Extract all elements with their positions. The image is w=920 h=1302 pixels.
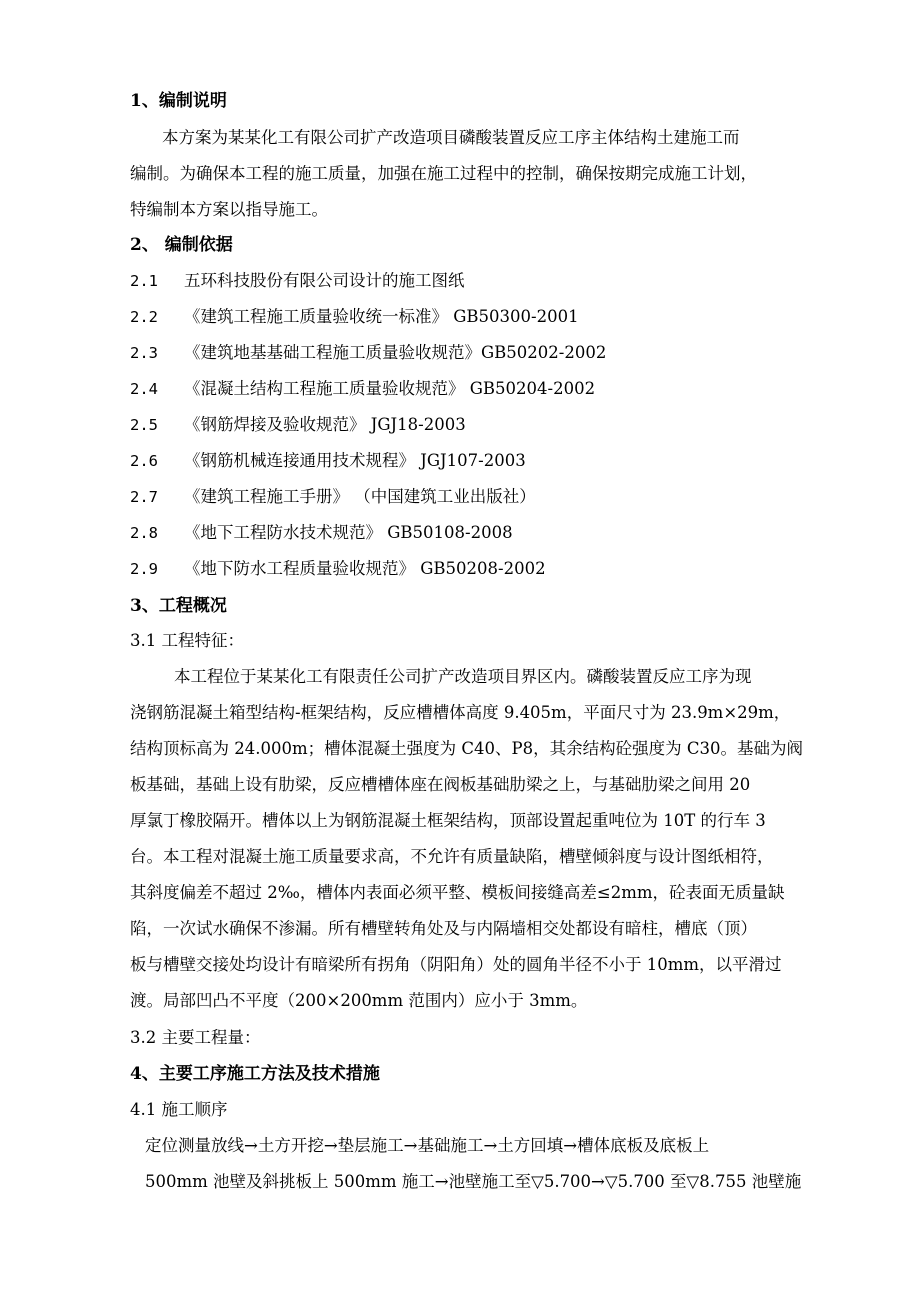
section-heading: 4、主要工序施工方法及技术措施 bbox=[130, 1064, 380, 1084]
reference-number: 2.1 bbox=[130, 272, 158, 290]
paragraph-line: 板与槽壁交接处均设计有暗梁所有拐角（阴阳角）处的圆角半径不小于 10mm，以平滑过 bbox=[130, 955, 782, 974]
reference-text: 《钢筋机械连接通用技术规程》 JGJ107-2003 bbox=[184, 451, 526, 470]
reference-item bbox=[130, 270, 465, 294]
paragraph-line: 500mm 池壁及斜挑板上 500mm 施工→池壁施工至▽5.700→▽5.700 至▽8.755 池壁施 bbox=[145, 1172, 802, 1191]
paragraph-line: 特编制本方案以指导施工。 bbox=[130, 200, 328, 219]
paragraph-line: 编制。为确保本工程的施工质量，加强在施工过程中的控制，确保按期完成施工计划， bbox=[130, 164, 757, 183]
paragraph-line: 台。本工程对混凝土施工质量要求高，不允许有质量缺陷，槽壁倾斜度与设计图纸相符， bbox=[130, 847, 774, 866]
reference-number: 2.5 bbox=[130, 416, 158, 434]
reference-number: 2.4 bbox=[130, 380, 158, 398]
reference-number: 2.9 bbox=[130, 560, 158, 578]
paragraph-line: 板基础，基础上设有肋梁，反应槽槽体座在阀板基础肋梁之上，与基础肋梁之间用 20 bbox=[130, 775, 751, 794]
reference-item bbox=[130, 378, 595, 402]
reference-item bbox=[130, 306, 579, 330]
reference-number: 2.3 bbox=[130, 344, 158, 362]
reference-text: 《地下工程防水技术规范》 GB50108-2008 bbox=[184, 523, 513, 542]
paragraph-line: 厚氯丁橡胶隔开。槽体以上为钢筋混凝土框架结构，顶部设置起重吨位为 10T 的行车 3 bbox=[130, 811, 766, 830]
section-heading: 2、 编制依据 bbox=[130, 235, 233, 255]
reference-item bbox=[130, 342, 606, 366]
subsection-heading: 3.1 工程特征： bbox=[130, 631, 244, 650]
paragraph-line: 陷，一次试水确保不渗漏。所有槽壁转角处及与内隔墙相交处都设有暗柱，槽底（顶） bbox=[130, 919, 757, 938]
reference-number: 2.8 bbox=[130, 524, 158, 542]
reference-text: 五环科技股份有限公司设计的施工图纸 bbox=[184, 271, 465, 290]
subsection-heading: 4.1 施工顺序 bbox=[130, 1100, 228, 1119]
paragraph-line: 浇钢筋混凝土箱型结构-框架结构，反应槽槽体高度 9.405m，平面尺寸为 23.9m×29m， bbox=[130, 703, 791, 722]
reference-text: 《钢筋焊接及验收规范》 JGJ18-2003 bbox=[184, 415, 466, 434]
reference-number: 2.6 bbox=[130, 452, 158, 470]
reference-item bbox=[130, 414, 466, 438]
paragraph-line: 渡。局部凹凸不平度（200×200mm 范围内）应小于 3mm。 bbox=[130, 991, 588, 1010]
reference-number: 2.7 bbox=[130, 488, 158, 506]
reference-text: 《建筑工程施工手册》 （中国建筑工业出版社） bbox=[184, 487, 536, 506]
reference-text: 《建筑工程施工质量验收统一标准》 GB50300-2001 bbox=[184, 307, 579, 326]
reference-text: 《地下防水工程质量验收规范》 GB50208-2002 bbox=[184, 559, 546, 578]
section-heading: 1、编制说明 bbox=[130, 91, 227, 111]
reference-number: 2.2 bbox=[130, 308, 158, 326]
paragraph-line: 其斜度偏差不超过 2‰，槽体内表面必须平整、模板间接缝高差≤2mm，砼表面无质量缺 bbox=[130, 883, 785, 902]
reference-item bbox=[130, 558, 546, 582]
reference-text: 《建筑地基基础工程施工质量验收规范》GB50202-2002 bbox=[184, 343, 607, 362]
paragraph-line: 定位测量放线→土方开挖→垫层施工→基础施工→土方回填→槽体底板及底板上 bbox=[145, 1136, 710, 1155]
reference-item bbox=[130, 522, 513, 546]
reference-item bbox=[130, 450, 526, 474]
paragraph-line: 本方案为某某化工有限公司扩产改造项目磷酸装置反应工序主体结构土建施工而 bbox=[162, 128, 740, 147]
section-heading: 3、工程概况 bbox=[130, 596, 227, 616]
reference-text: 《混凝土结构工程施工质量验收规范》 GB50204-2002 bbox=[184, 379, 596, 398]
subsection-heading: 3.2 主要工程量： bbox=[130, 1028, 261, 1047]
paragraph-line: 本工程位于某某化工有限责任公司扩产改造项目界区内。磷酸装置反应工序为现 bbox=[174, 667, 752, 686]
reference-item bbox=[130, 486, 536, 510]
paragraph-line: 结构顶标高为 24.000m；槽体混凝土强度为 C40、P8，其余结构砼强度为 C30。基础为阀 bbox=[130, 739, 803, 758]
